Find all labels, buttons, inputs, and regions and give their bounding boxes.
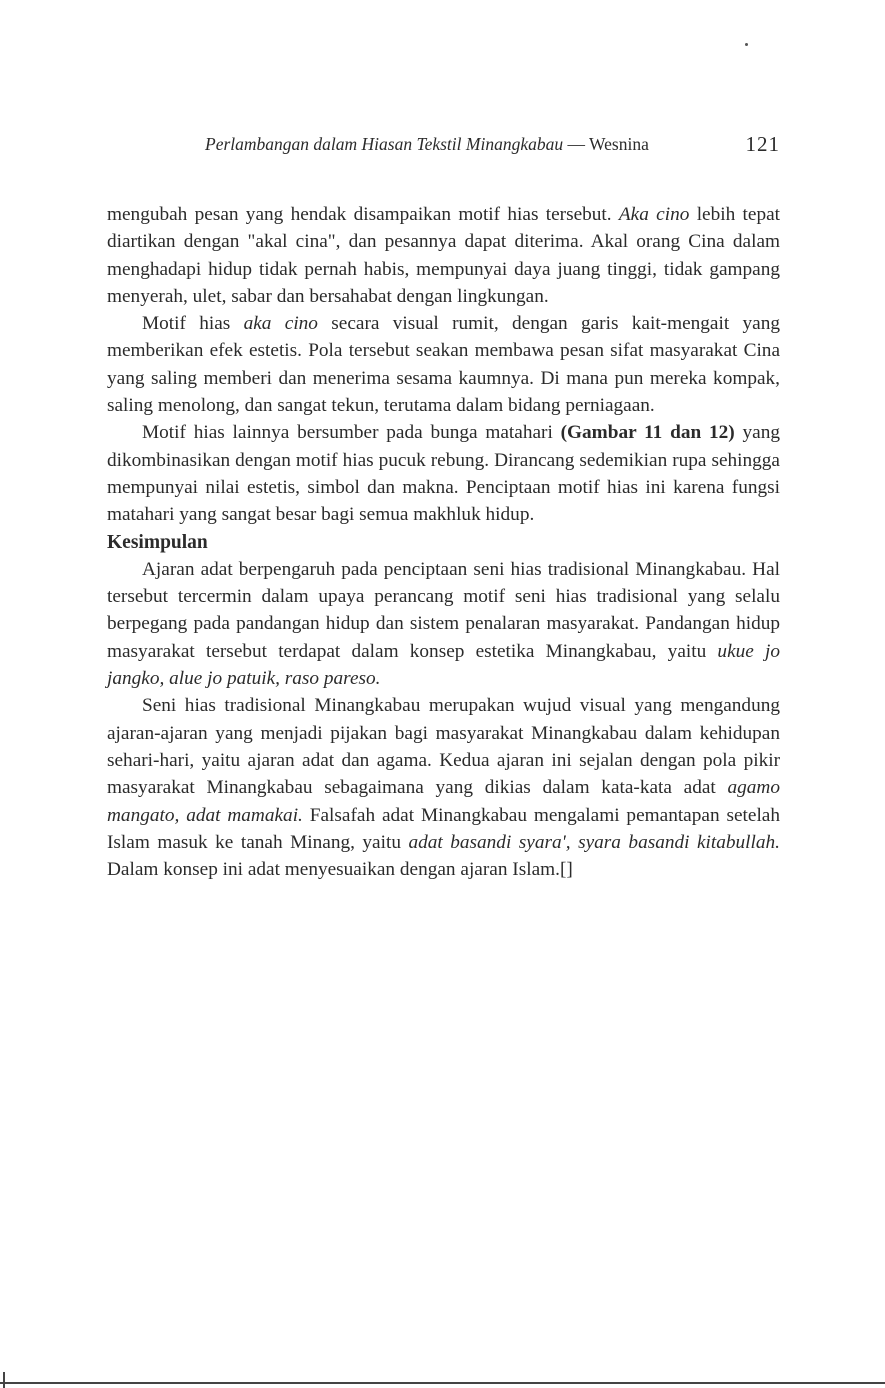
running-header	[205, 130, 780, 158]
scan-speck	[745, 43, 748, 46]
paragraph-1: mengubah pesan yang hendak disampaikan motif hias tersebut. Aka cino lebih tepat diartikan dengan "akal cina", dan pesannya dapat diterima. Akal orang Cina dalam menghadapi hidup tidak pernah habis, mempunyai daya juang tinggi, tidak gampang menyerah, ulet, sabar dan bersahabat dengan lingkungan.	[107, 204, 781, 307]
page-bottom-rule	[0, 1382, 885, 1384]
page-corner-mark	[3, 1372, 5, 1388]
header-dash: —	[563, 134, 590, 154]
paragraph-2: Motif hias aka cino secara visual rumit, dengan garis kait-mengait yang memberikan efek estetis. Pola tersebut seakan membawa pesan sifat masyarakat Cina yang saling memberi dan menerima sesama kaumnya. Di mana pun mereka kompak, saling menolong, dan sangat tekun, terutama dalam bidang perniagaan.	[107, 313, 780, 417]
running-title: Perlambangan dalam Hiasan Tekstil Minangkabau	[205, 134, 564, 154]
section-heading: Kesimpulan	[107, 531, 208, 553]
conclusion-paragraph-2: Seni hias tradisional Minangkabau merupakan wujud visual yang mengandung ajaran-ajaran yang menjadi pijakan bagi masyarakat Minangkabau dalam kehidupan sehari-hari, yaitu ajaran adat dan agama. Kedua ajaran ini sejalan dengan pola pikir masyarakat Minangkabau sebagaimana yang dikias dalam kata-kata adat agamo mangato, adat mamakai. Falsafah adat Minangkabau mengalami pemantapan setelah Islam masuk ke tanah Minang, yaitu adat basandi syara', syara basandi kitabullah. Dalam konsep ini adat menyesuaikan dengan ajaran Islam.[]	[107, 695, 781, 881]
conclusion-paragraph-1: Ajaran adat berpengaruh pada penciptaan seni hias tradisional Minangkabau. Hal tersebut tercermin dalam upaya perancang motif seni hias tradisional yang selalu berpegang pada pandangan hidup dan sistem penalaran masyarakat. Pandangan hidup masyarakat tersebut terdapat dalam konsep estetika Minangkabau, yaitu ukue jo jangko, alue jo patuik, raso pareso.	[107, 558, 781, 690]
page-number: 121	[745, 132, 780, 156]
body-text	[107, 201, 780, 883]
header-author: Wesnina	[589, 134, 649, 154]
paragraph-3: Motif hias lainnya bersumber pada bunga matahari (Gambar 11 dan 12) yang dikombinasikan dengan motif hias pucuk rebung. Dirancang sedemikian rupa sehingga mempunyai nilai estetis, simbol dan makna. Penciptaan motif hias ini karena fungsi matahari yang sangat besar bagi semua makhluk hidup.	[107, 422, 780, 526]
